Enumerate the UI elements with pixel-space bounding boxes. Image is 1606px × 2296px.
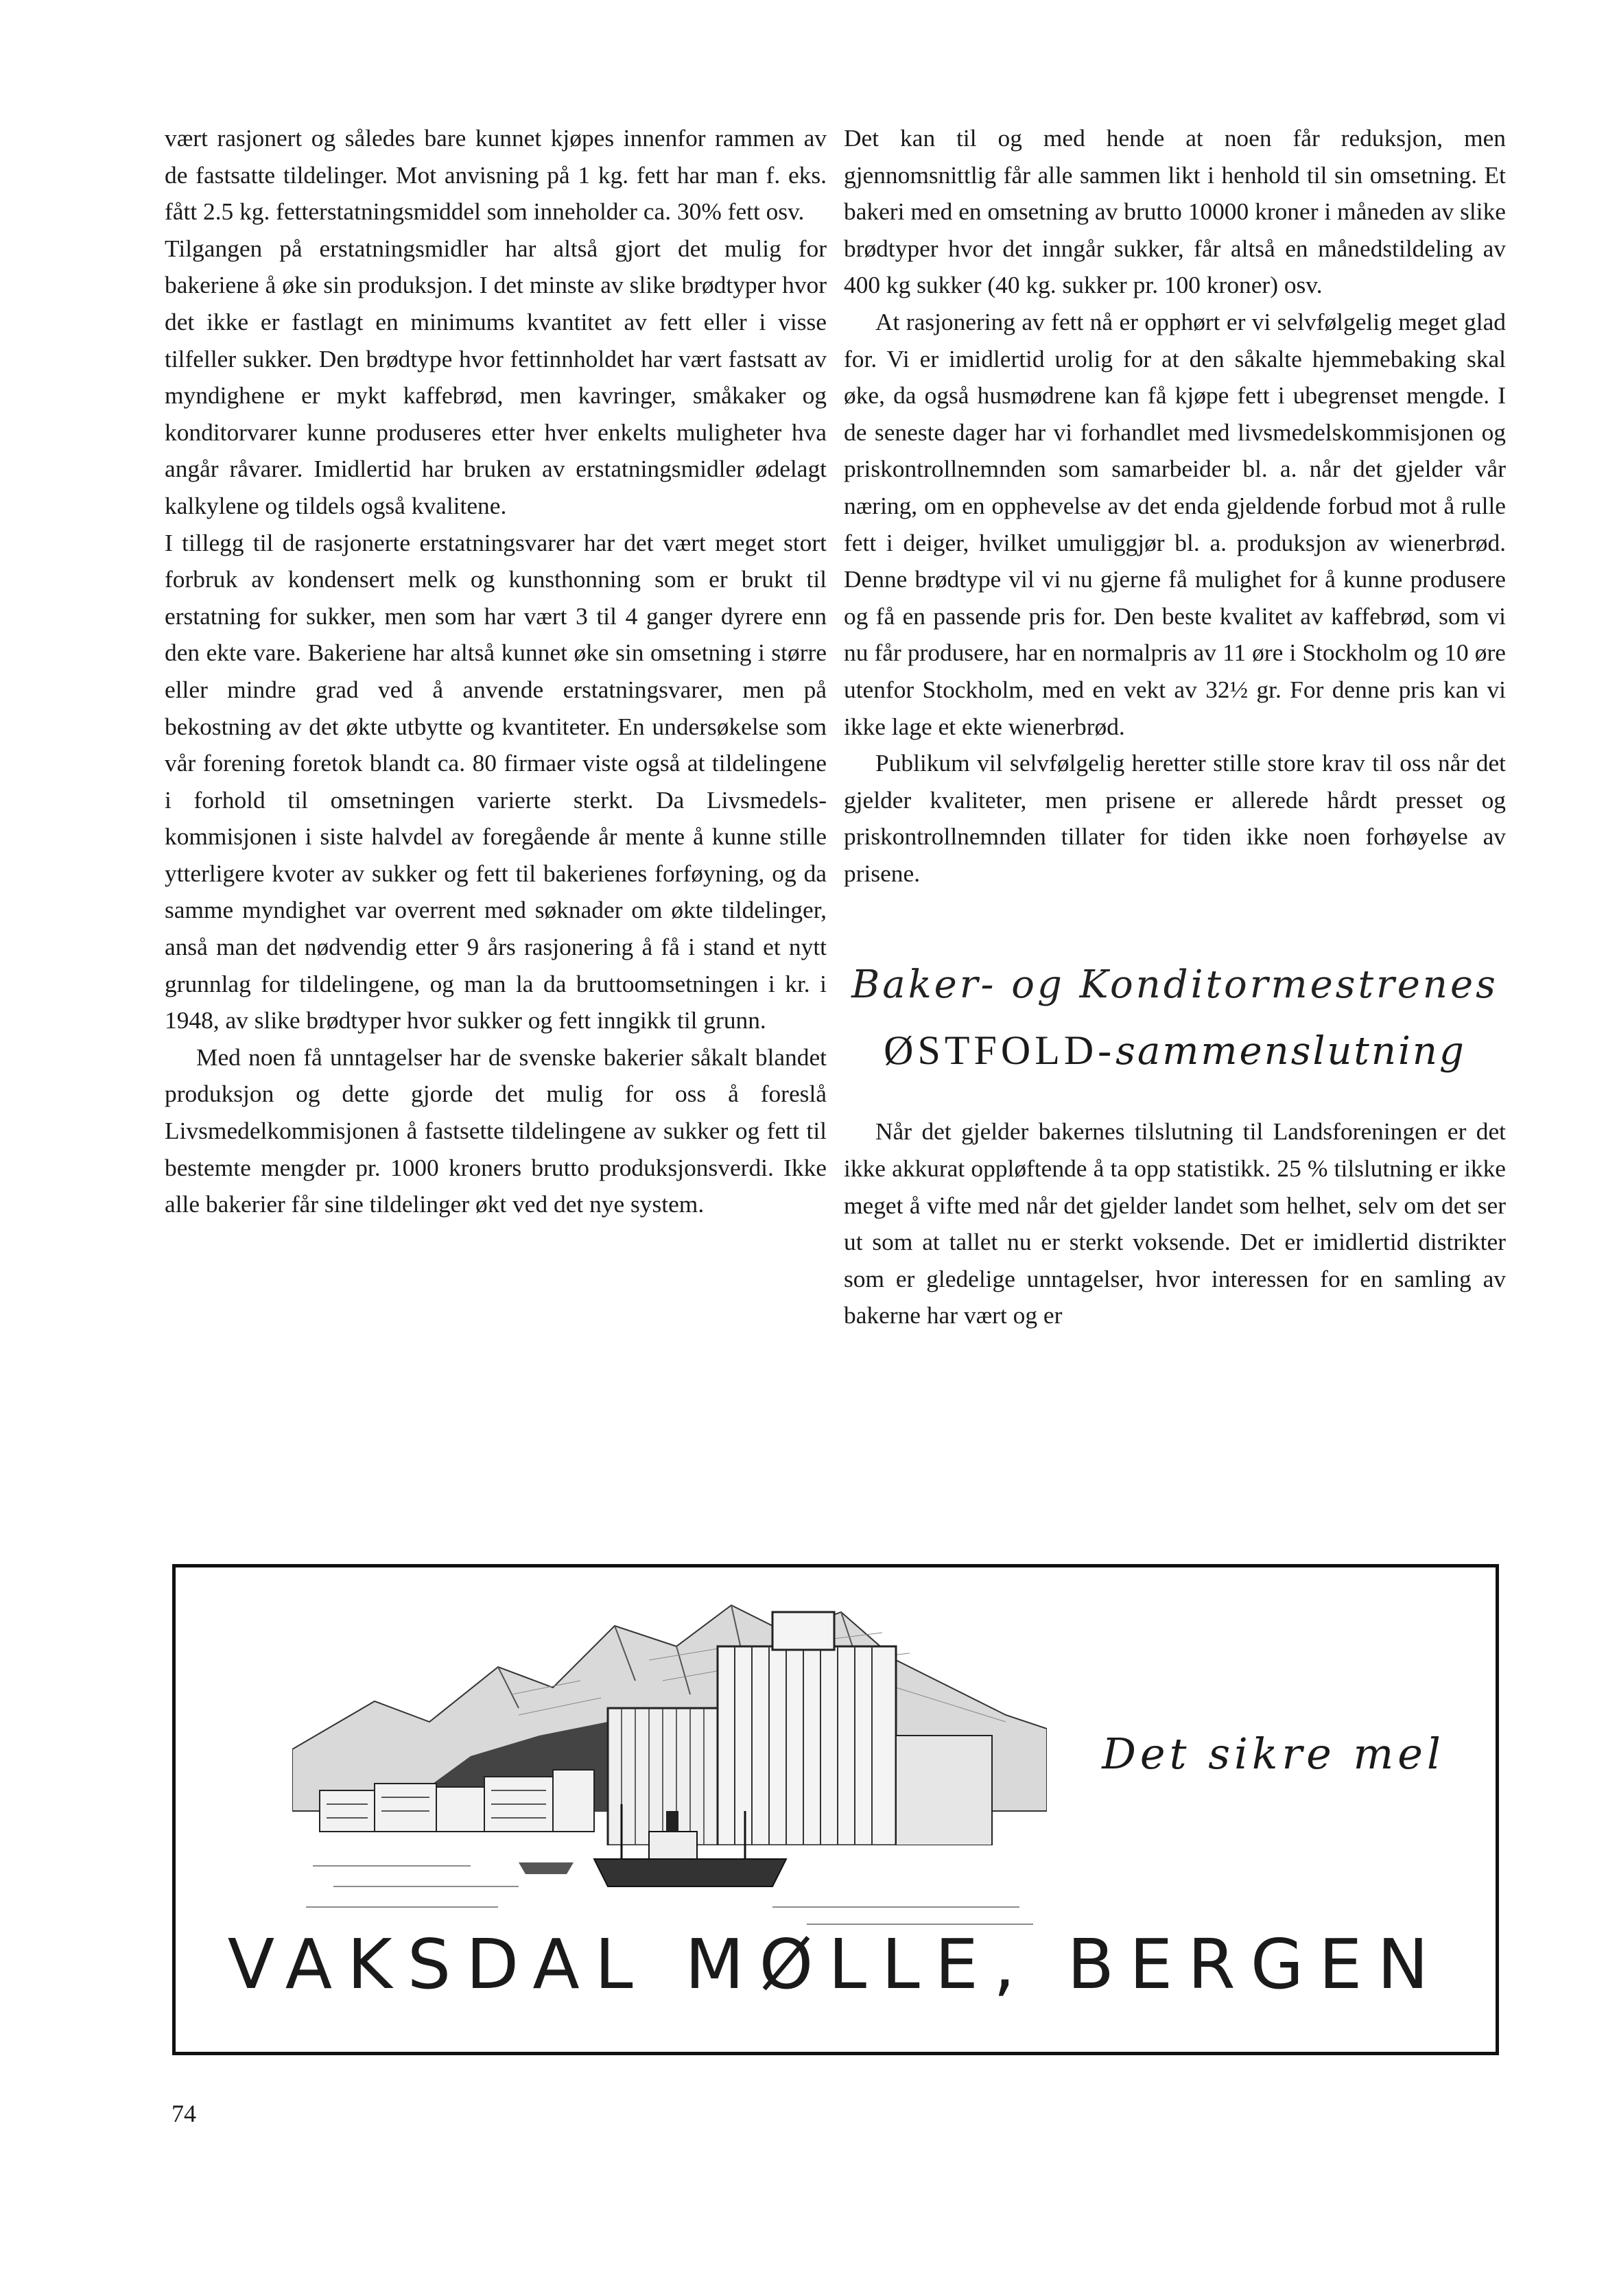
ad-slogan: Det sikre mel [1102,1729,1445,1779]
section-heading-line2 [844,1019,1506,1087]
mill-harbour-illustration [292,1585,1047,1934]
paragraph: vært rasjonert og således bare kunnet kjøpes innenfor rammen av de fastsatte tildelinger. Mot anvisning på 1 kg. fett har man f. eks. fått 2.5 kg. fetterstatningsmiddel som inneholder ca. 30% fett osv. [165,124,827,226]
paragraph: Publikum vil selvfølgelig heretter stille store krav til oss når det gjelder kvaliteter, men prisene er allerede hårdt presset og priskontrollnemnden tillater for tiden ikke noen forhøyelse av prisene. [844,749,1506,887]
left-column [165,120,827,1223]
ad-company-name: VAKSDAL MØLLE, BERGEN [227,1924,1444,2004]
right-column-bottom-text [844,1113,1506,1334]
small-boat [519,1862,574,1874]
page-number: 74 [172,2100,196,2127]
paragraph: Tilgangen på erstatningsmidler har altså gjort det mulig for bakeriene å øke sin produksjon. I det minste av slike brødtyper hvor det ikke er fastlagt en minimums kvantitet av fett eller i visse tilfeller sukker. Den brødtype hvor fettinnholdet har vært fastsatt av myndighene er mykt kaffebrød, men kavringer, småkaker og konditorvarer kunne produseres etter hver enkelts muligheter hva angår råvarer. Imidlertid har bruken av erstatningsmidler ødelagt kalkylene og tildels også kvalitene. [165,234,827,519]
section-heading-caps: ØSTFOLD- [884,1028,1116,1074]
section-heading [844,958,1506,1087]
right-column-top-text [844,120,1506,892]
section-heading-script: sammenslutning [1115,1029,1466,1074]
cargo-ship [594,1859,786,1886]
paragraph: Det kan til og med hende at noen får reduksjon, men gjennomsnittlig får alle sammen likt i henhold til sin omsetning. Et bakeri med en omsetning av brutto 10000 kroner i måneden av slike brødtyper hvor det inngår sukker, får altså en månedstildeling av 400 kg sukker (40 kg. sukker pr. 100 kroner) osv. [844,124,1506,299]
right-column [844,120,1506,1334]
section-heading-line1: Baker- og Konditormestrenes [851,962,1498,1008]
paragraph: At rasjonering av fett nå er opphørt er vi selvfølgelig meget glad for. Vi er imidlertid urolig for at den såkalte hjemmebaking skal øke, da også husmødrene kan få kjøpe fett i ubegrenset mengde. I de seneste dager har vi forhandlet med livsmedelskommisjonen og priskontrollnemnden som samarbeider bl. a. når det gjelder vår næring, om en opphevelse av det enda gjeldende forbud mot å rulle fett i deiger, hvilket umuliggjør bl. a. produksjon av wienerbrød. Denne brødtype vil vi nu gjerne få mulighet for å kunne produsere og få en passende pris for. Den beste kvalitet av kaffebrød, som vi nu får produsere, har en normalpris av 11 øre i Stockholm og 10 øre utenfor Stockholm, med en vekt av 32½ gr. For denne pris kan vi ikke lage et ekte wienerbrød. [844,307,1506,740]
advertisement [172,1564,1499,2055]
paragraph: Med noen få unntagelser har de svenske bakerier såkalt blandet produksjon og dette gjorde det mulig for oss å foreslå Livsmedelkommisjonen å fastsette tildelingene av sukker og fett til bestemte mengder pr. 1000 kroners brutto produksjonsverdi. Ikke alle bakerier får sine tildelinger økt ved det nye system. [165,1043,827,1218]
paragraph: Når det gjelder bakernes tilslutning til Landsforeningen er det ikke akkurat oppløftende å ta opp statistikk. 25 % tilslutning er ikke meget å vifte med når det gjelder landet som helhet, selv om det ser ut som at tallet nu er sterkt voksende. Det er imidlertid distrikter som er gledelige unntagelser, hvor interessen for en samling av bakerne har vært og er [844,1117,1506,1329]
paragraph: I tillegg til de rasjonerte erstatningsvarer har det vært meget stort forbruk av kondensert melk og kunsthonning som er brukt til erstatning for sukker, men som har vært 3 til 4 ganger dyrere enn den ekte vare. Bakeriene har altså kunnet øke sin omsetning i større eller mindre grad ved å anvende erstatningsvarer, men på bekostning av det økte utbytte og kvantiteter. En undersøkelse som vår forening foretok blandt ca. 80 firmaer viste også at tildelingene i forhold til omsetningen varierte sterkt. Da Livsmedelskommisjonen i siste halvdel av foregående år mente å kunne stille ytterligere kvoter av sukker og fett til bakerienes forføyning, og da samme myndighet var overrent med søknader om økte tildelinger, anså man det nødvendig etter 9 års rasjonering å få i stand et nytt grunnlag for tildelingene, og man la da bruttoomsetningen i kr. i 1948, av slike brødtyper hvor sukker og fett inngikk til grunn. [165,528,827,1034]
